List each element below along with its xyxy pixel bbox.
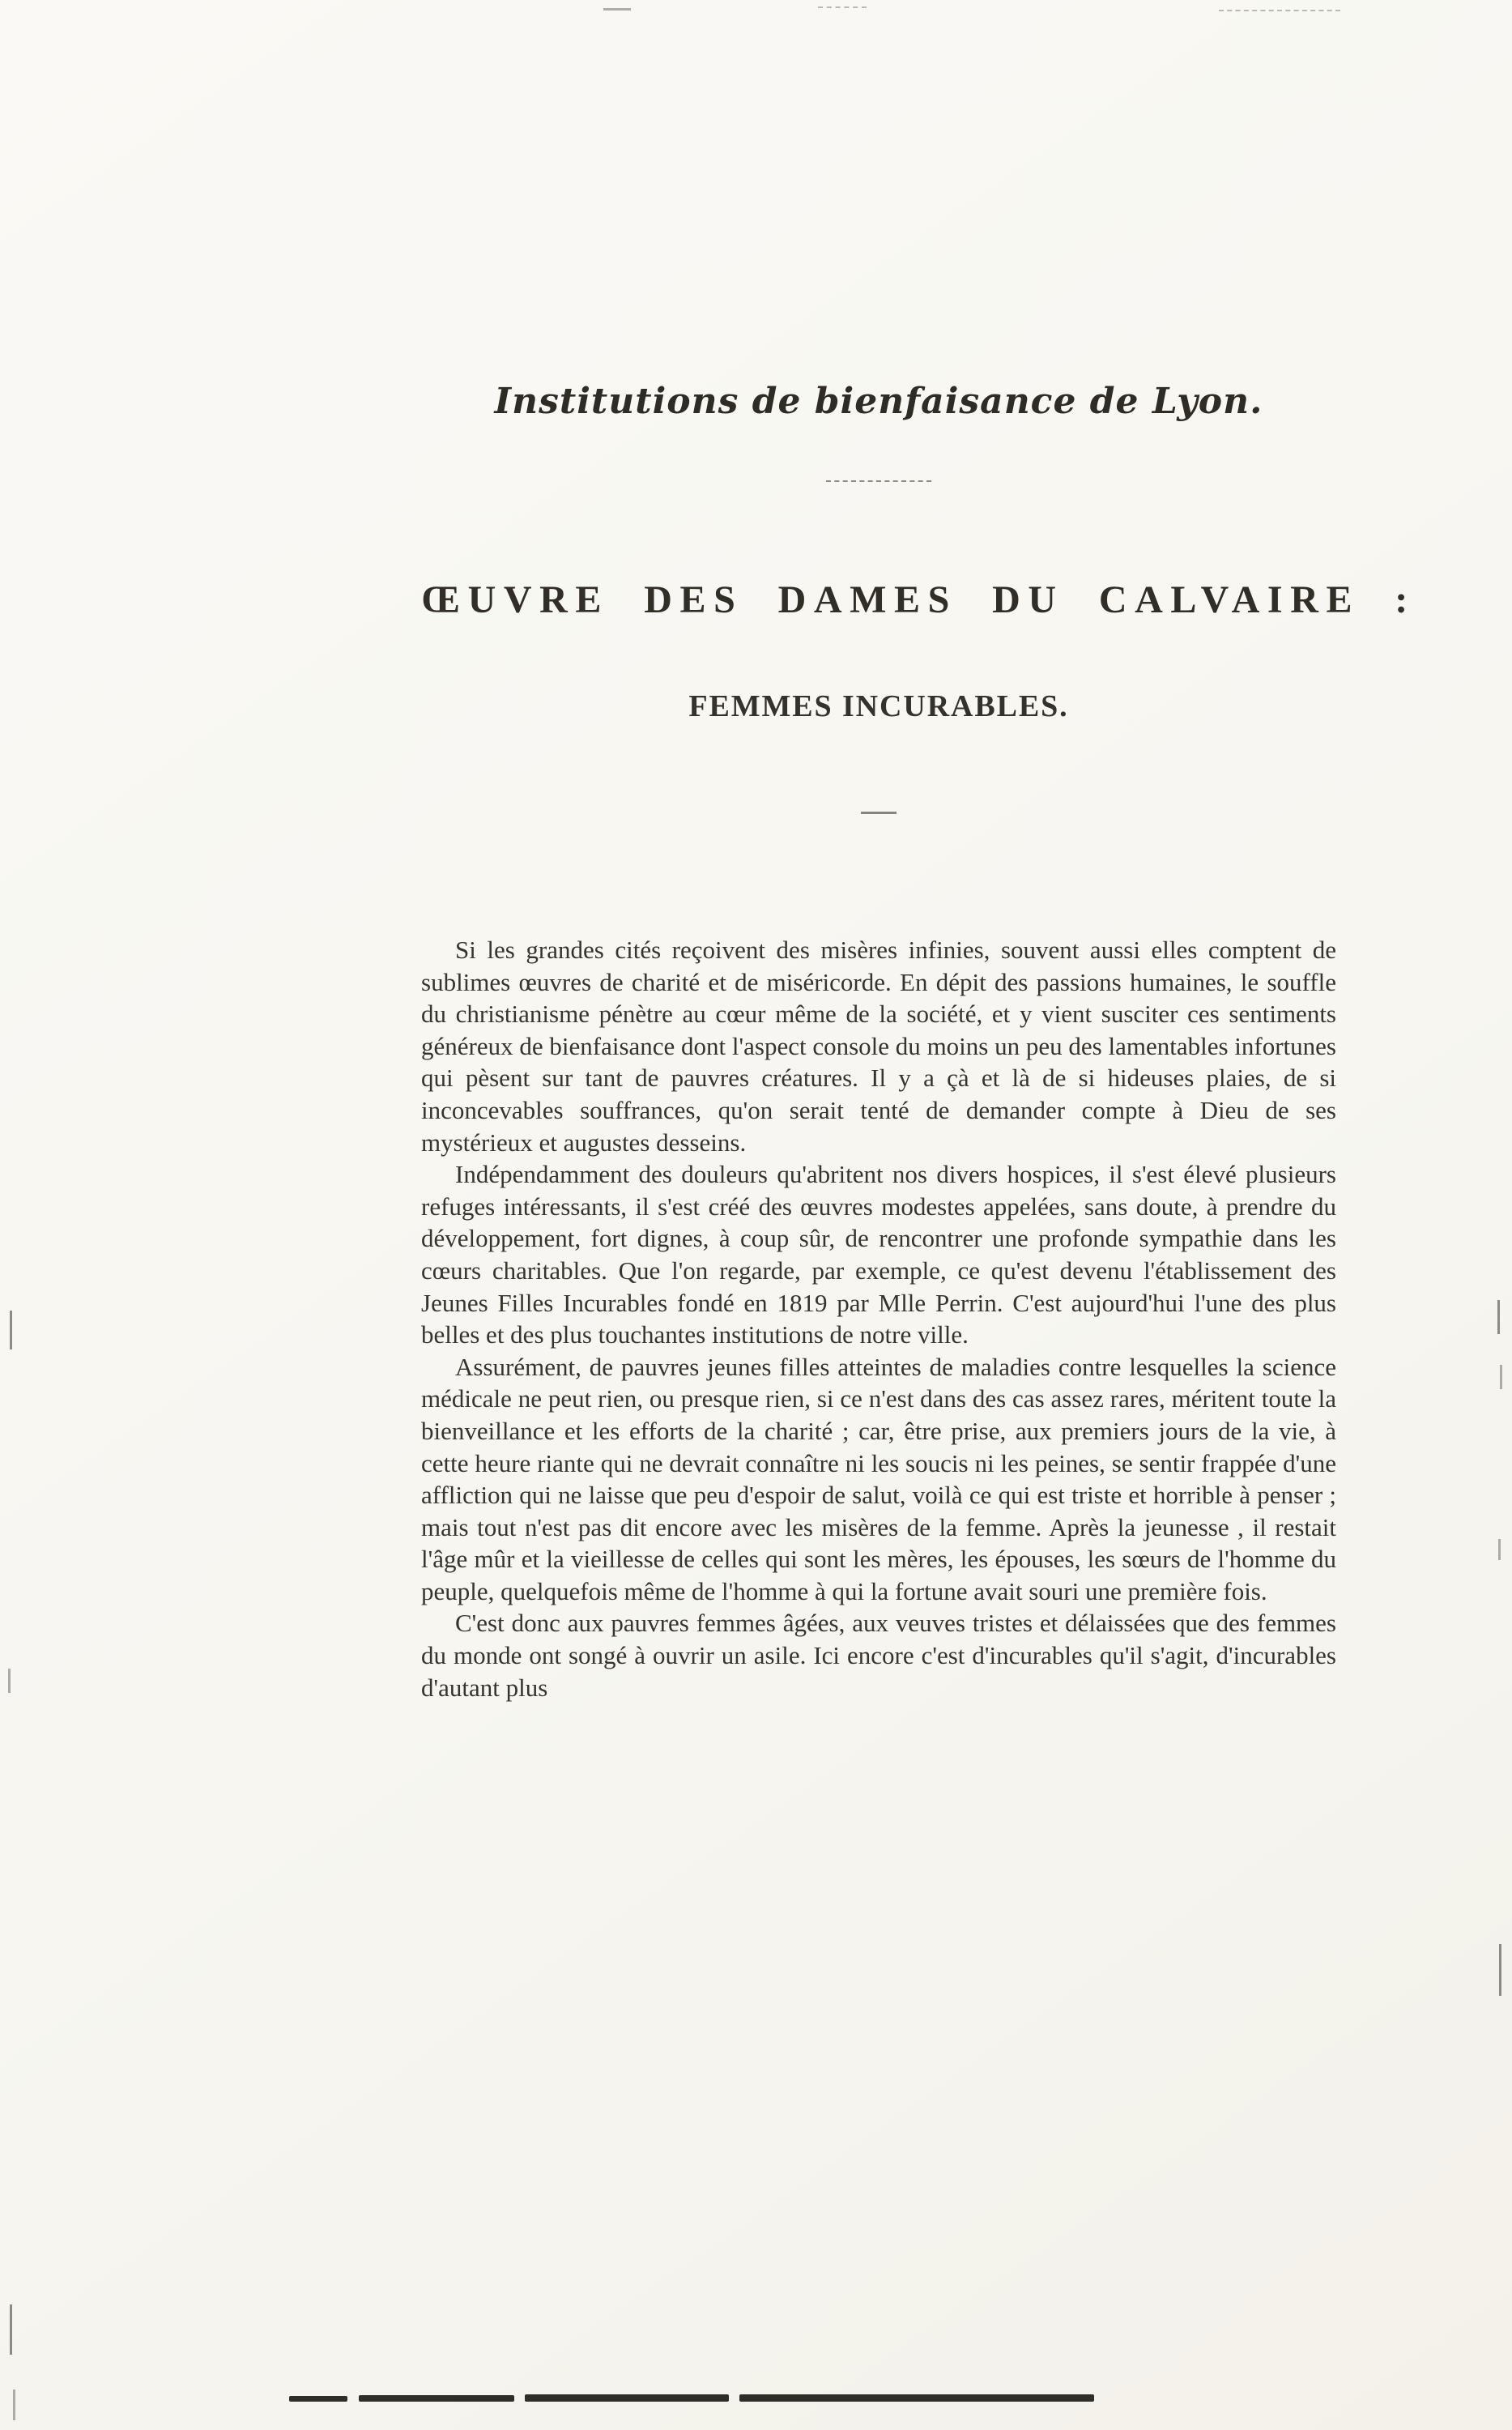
stray-mark (13, 2390, 15, 2420)
stray-mark (1500, 1365, 1502, 1389)
paragraph: Indépendamment des douleurs qu'abritent nos divers hospices, il s'est élevé plusieurs refuges intéressants, il s'est créé des œuvres modestes appelées, sans doute, à prendre du développement, fort dignes, à coup sûr, de rencontrer une profonde sympathie dans les cœurs charitables. Que l'on regarde, par exemple, ce qu'est devenu l'établissement des Jeunes Filles Incurables fondé en 1819 par Mlle Perrin. C'est aujourd'hui l'une des plus belles et des plus touchantes institutions de notre ville. (421, 1160, 1336, 1349)
paragraph: Si les grandes cités reçoivent des misères infinies, souvent aussi elles comptent de sublimes œuvres de charité et de miséricorde. En dépit des passions humaines, le souffle du christianisme pénètre au cœur même de la société, et y vient susciter ces sentiments généreux de bienfaisance dont l'aspect console du moins un peu des lamentables infortunes qui pèsent sur tant de pauvres créatures. Il y a çà et là de si hideuses plaies, de si inconcevables souffrances, qu'on serait tenté de demander compte à Dieu de ses mystérieux et augustes desseins. (421, 936, 1336, 1157)
bottom-scan-bar (359, 2395, 514, 2402)
separator-dash (861, 812, 897, 814)
separator-rule (826, 480, 931, 482)
stray-mark (818, 6, 867, 8)
stray-mark (1499, 1944, 1501, 1996)
paragraph: Assurément, de pauvres jeunes filles atteintes de maladies contre lesquelles la science médicale ne peut rien, ou presque rien, si ce n'est dans des cas assez rares, méritent toute la bienveillance et les efforts de la charité ; car, être prise, aux premiers jours de la vie, à cette heure riante qui ne devrait connaître ni les soucis ni les peines, se sentir frappée d'une affliction qui ne laisse que peu d'espoir de salut, voilà ce qui est triste et horrible à penser ; mais tout n'est pas dit encore avec les misères de la femme. Après la jeunesse , il restait l'âge mûr et la vieillesse de celles qui sont les mères, les épouses, les sœurs de l'homme du peuple, quelquefois même de l'homme à qui la fortune avait souri une première fois. (421, 1352, 1336, 1605)
bottom-scan-bar (525, 2394, 729, 2402)
stray-mark (10, 1311, 12, 1349)
collection-header: Institutions de bienfaisance de Lyon. (494, 381, 1263, 422)
stray-mark (8, 1669, 11, 1693)
paragraph: C'est donc aux pauvres femmes âgées, aux veuves tristes et délaissées que des femmes du monde ont songé à ouvrir un asile. Ici encore c'est d'incurables qu'il s'agit, d'incurables d'autant plus (421, 1609, 1336, 1702)
body-text (421, 934, 1336, 1703)
text-block (421, 381, 1416, 1703)
stray-mark (1219, 10, 1340, 11)
stray-mark (10, 2304, 12, 2355)
subtitle: FEMMES INCURABLES. (688, 689, 1069, 723)
bottom-scan-bar (739, 2394, 1094, 2402)
stray-mark (1497, 1300, 1500, 1334)
stray-mark (603, 8, 631, 11)
page-title: ŒUVRE DES DAMES DU CALVAIRE : (421, 578, 1416, 621)
bottom-scan-bar (289, 2396, 347, 2402)
stray-mark (1498, 1539, 1501, 1560)
